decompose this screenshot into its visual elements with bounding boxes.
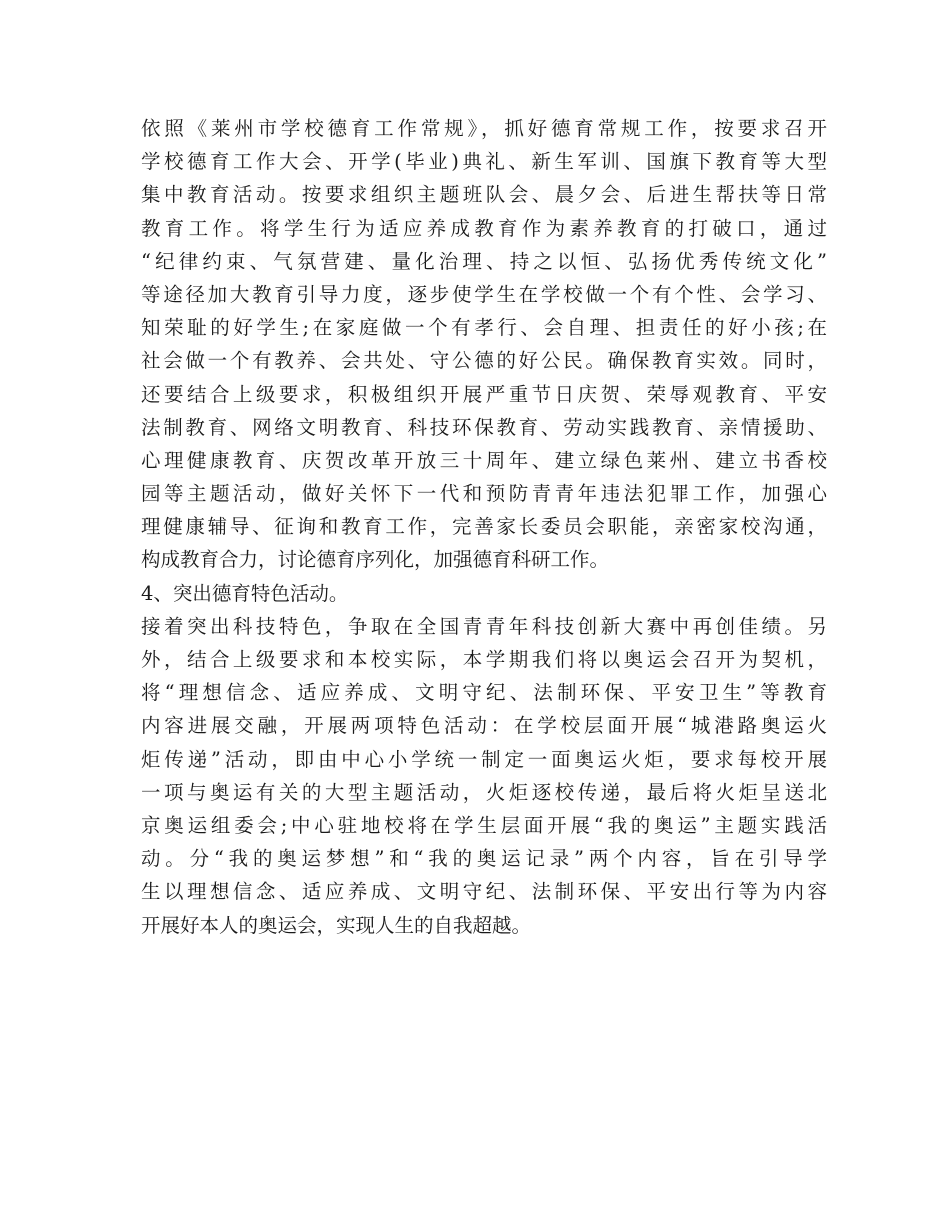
text-line: 构成教育合力，讨论德育序列化，加强德育科研工作。 <box>141 548 610 572</box>
text-line: “纪律约束、气氛营建、量化治理、持之以恒、弘扬优秀传统文化” <box>141 249 827 273</box>
paragraph-special-activities <box>141 610 827 942</box>
text-line: 动。分“我的奥运梦想”和“我的奥运记录”两个内容，旨在引导学 <box>141 847 827 871</box>
text-line: 京奥运组委会;中心驻地校将在学生层面开展“我的奥运”主题实践活 <box>141 813 827 837</box>
text-line: 心理健康教育、庆贺改革开放三十周年、建立绿色莱州、建立书香校 <box>141 448 827 472</box>
text-line: 等途径加大教育引导力度，逐步使学生在学校做一个有个性、会学习、 <box>141 282 827 306</box>
text-line: 园等主题活动，做好关怀下一代和预防青青年违法犯罪工作，加强心 <box>141 482 827 506</box>
heading-text: 4、突出德育特色活动。 <box>141 581 349 605</box>
text-line: 外，结合上级要求和本校实际，本学期我们将以奥运会召开为契机， <box>141 648 827 671</box>
text-line: 知荣耻的好学生;在家庭做一个有孝行、会自理、担责任的好小孩;在 <box>141 316 827 340</box>
text-line: 还要结合上级要求，积极组织开展严重节日庆贺、荣辱观教育、平安 <box>141 382 827 406</box>
paragraph-moral-education-routine <box>141 112 827 577</box>
text-line: 法制教育、网络文明教育、科技环保教育、劳动实践教育、亲情援助、 <box>141 415 827 439</box>
text-line: 教育工作。将学生行为适应养成教育作为素养教育的打破口，通过 <box>141 216 827 240</box>
text-line: 炬传递”活动，即由中心小学统一制定一面奥运火炬，要求每校开展 <box>141 747 827 771</box>
text-line: 接着突出科技特色，争取在全国青青年科技创新大赛中再创佳绩。另 <box>141 614 827 638</box>
text-line: 内容进展交融，开展两项特色活动：在学校层面开展“城港路奥运火 <box>141 714 827 738</box>
document-body <box>141 112 827 942</box>
text-line: 学校德育工作大会、开学(毕业)典礼、新生军训、国旗下教育等大型 <box>141 150 827 174</box>
text-line: 集中教育活动。按要求组织主题班队会、晨夕会、后进生帮扶等日常 <box>141 183 827 207</box>
text-line: 将“理想信念、适应养成、文明守纪、法制环保、平安卫生”等教育 <box>141 681 827 705</box>
text-line: 理健康辅导、征询和教育工作，完善家长委员会职能，亲密家校沟通， <box>141 515 827 539</box>
text-line: 一项与奥运有关的大型主题活动，火炬逐校传递，最后将火炬呈送北 <box>141 780 827 804</box>
text-line: 生以理想信念、适应养成、文明守纪、法制环保、平安出行等为内容 <box>141 880 827 904</box>
text-line: 依照《莱州市学校德育工作常规》，抓好德育常规工作，按要求召开 <box>141 117 827 140</box>
section-heading <box>141 577 827 610</box>
text-line: 开展好本人的奥运会，实现人生的自我超越。 <box>141 913 532 937</box>
text-line: 社会做一个有教养、会共处、守公德的好公民。确保教育实效。同时， <box>141 349 827 373</box>
